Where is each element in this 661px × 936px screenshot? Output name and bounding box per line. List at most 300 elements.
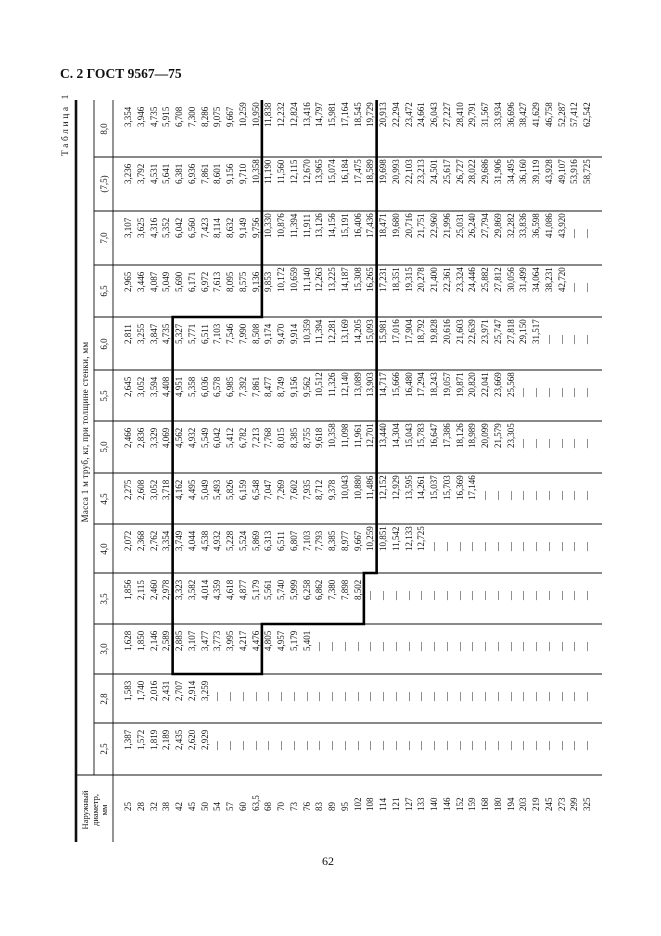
table-cell: 33,934 [492,102,503,127]
table-cell: 16,406 [352,213,363,238]
thickness-label: (7,5) [99,175,109,193]
table-cell: 10,876 [276,213,286,238]
table-cell: — [531,692,541,701]
table-cell: — [378,642,388,651]
thickness-label: 4,5 [99,492,109,505]
table-cell: 26,240 [467,213,478,238]
table-cell: 5,869 [250,530,261,551]
table-cell: 8,502 [352,579,363,600]
table-cell: 14,205 [352,319,363,344]
table-cell: 9,667 [225,106,235,127]
table-cell: — [492,542,503,551]
table-cell: — [467,642,478,651]
table-cell: 23,472 [403,102,414,127]
table-cell: 10,359 [301,319,312,344]
table-cell: 17,904 [403,319,414,344]
table-cell: 2,836 [135,427,146,448]
table-cell: 12,824 [288,102,299,127]
table-cell: 2,608 [135,479,146,500]
table-cell: 9,562 [301,376,312,397]
table-cell: 18,243 [429,372,439,397]
table-cell: — [416,591,427,600]
table-cell: — [480,542,490,551]
table-cell: 1,850 [135,630,146,651]
diameter-header-line: диаметр, [89,794,100,826]
table-cell: 6,381 [174,163,184,184]
table-cell: 36,160 [518,159,529,184]
table-cell: 20,716 [403,213,414,238]
diameter-cell: 68 [263,802,274,811]
table-cell: 3,236 [123,163,133,184]
table-cell: — [314,642,325,651]
table-cell: 3,946 [135,106,146,127]
table-cell: — [582,642,592,651]
table-cell: 6,313 [263,530,274,551]
table-cell: — [301,692,312,701]
thickness-label: 3,0 [99,643,109,655]
table-cell: 9,136 [250,271,261,292]
table-cell: 12,929 [390,475,401,500]
table-cell: — [556,741,567,750]
table-cell: 6,042 [212,427,223,448]
diameter-cell: 50 [199,802,210,811]
table-cell: 3,052 [135,376,146,397]
table-cell: 17,231 [378,267,388,292]
table-cell: — [480,642,490,651]
table-cell: — [480,491,490,500]
table-cell: — [569,439,580,448]
table-cell: 20,616 [441,319,452,344]
table-cell: — [454,642,465,651]
table-cell: 25,568 [505,372,516,397]
diameter-cell: 152 [454,797,465,811]
table-cell: — [556,491,567,500]
table-cell: 10,043 [339,475,350,500]
table-cell: 19,871 [454,372,465,397]
table-cell: 8,385 [288,427,299,448]
table-cell: 5,915 [161,106,172,127]
table-cell: 3,477 [199,630,210,651]
table-cell: 2,189 [161,729,172,750]
table-cell: 14,717 [378,372,388,397]
table-cell: 2,435 [174,729,184,750]
table-cell: 8,095 [225,271,235,292]
table-cell: 4,538 [199,530,210,551]
table-cell: 34,064 [531,267,541,292]
table-cell: 6,036 [199,376,210,397]
table-cell: 5,771 [186,323,197,344]
table-cell: 11,190 [263,159,274,184]
table-cell: 7,269 [276,479,286,500]
table-cell: — [327,642,337,651]
table-cell: 16,647 [429,423,439,448]
table-cell: — [250,692,261,701]
table-cell: 7,990 [237,323,248,344]
table-cell: 8,385 [327,530,337,551]
table-cell: — [378,741,388,750]
table-cell: 24,661 [416,102,427,127]
table-cell: 23,305 [505,423,516,448]
table-cell: 7,213 [250,427,261,448]
table-cell: 5,179 [250,579,261,600]
diameter-cell: 54 [212,802,223,811]
table-cell: 6,936 [186,163,197,184]
table-cell: 21,579 [492,423,503,448]
table-cell: 4,735 [161,323,172,344]
diameter-cell: 114 [378,797,388,811]
table-cell: 12,725 [416,526,427,551]
table-cell: 16,265 [365,267,376,292]
table-cell: 5,826 [225,479,235,500]
table-cell: 8,632 [225,217,235,238]
table-cell: — [531,542,541,551]
table-cell: 3,354 [161,530,172,551]
table-cell: 53,916 [569,159,580,184]
table-cell: 9,710 [237,163,248,184]
table-cell: 4,618 [225,579,235,600]
table-cell: 11,394 [288,213,299,238]
table-cell: 6,511 [199,324,210,344]
table-cell: 10,659 [288,267,299,292]
table-cell: 21,603 [454,319,465,344]
table-cell: 4,531 [148,163,159,184]
table-cell: 21,400 [429,267,439,292]
diameter-cell: 28 [135,802,146,811]
table-cell: — [582,741,592,750]
table-cell: 9,667 [352,530,363,551]
table-cell: — [531,591,541,600]
table-cell: 5,524 [237,530,248,551]
table-cell: — [339,741,350,750]
table-cell: 3,594 [148,376,159,397]
table-cell: 3,259 [199,680,210,701]
table-cell: 7,047 [263,479,274,500]
table-cell: 9,914 [288,323,299,344]
table-cell: 1,856 [123,579,133,600]
diameter-cell: 180 [492,797,503,811]
diameter-cell: 89 [327,802,337,811]
table-cell: — [556,335,567,344]
table-cell: 38,427 [518,102,529,127]
table-cell: — [212,741,223,750]
diameter-cell: 273 [556,797,567,811]
table-cell: 5,740 [276,579,286,600]
table-cell: — [314,692,325,701]
table-cell: 34,495 [505,159,516,184]
table-cell: — [454,692,465,701]
table-cell: — [569,741,580,750]
table-cell: 1,572 [135,729,146,750]
table-cell: 10,512 [314,372,325,397]
table-cell: 31,567 [480,102,490,127]
table-cell: 13,903 [365,372,376,397]
table-cell: 6,258 [301,579,312,600]
table-cell: — [582,335,592,344]
diameter-cell: 73 [288,802,299,811]
table-cell: 23,669 [492,372,503,397]
table-cell: 13,126 [314,213,325,238]
table-cell: — [556,439,567,448]
table-cell: 19,680 [390,213,401,238]
table-cell: — [569,388,580,397]
table-cell: 14,187 [339,267,350,292]
table-cell: — [543,542,554,551]
table-cell: 7,602 [288,479,299,500]
table-cell: 1,387 [123,729,133,750]
table-cell: 7,380 [327,579,337,600]
table-cell: 14,797 [314,102,325,127]
table-cell: 1,628 [123,630,133,651]
table-cell: 18,792 [416,319,427,344]
table-cell: 13,965 [314,159,325,184]
table-cell: 12,152 [378,475,388,500]
table-cell: 3,323 [174,579,184,600]
table-cell: — [543,591,554,600]
diameter-header [81,791,110,830]
table-cell: — [582,229,592,238]
table-cell: 18,351 [390,267,401,292]
diameter-cell: 76 [301,802,312,811]
table-cell: 11,542 [390,526,401,551]
table-cell: — [429,591,439,600]
table-cell: 4,932 [212,530,223,551]
table-cell: — [225,692,235,701]
table-cell: 12,670 [301,159,312,184]
table-cell: 3,773 [212,630,223,651]
table-cell: 6,171 [186,271,197,292]
table-cell: 5,327 [174,323,184,344]
table-cell: 4,805 [263,630,274,651]
table-cell: — [225,741,235,750]
table-cell: 20,278 [416,267,427,292]
table-cell: 9,075 [212,106,223,127]
table-cell: 4,316 [148,217,159,238]
table-cell: 4,044 [186,530,197,551]
table-cell: 19,729 [365,102,376,127]
thickness-label: 3,5 [99,592,109,605]
table-cell: — [556,542,567,551]
table-cell: 31,906 [492,159,503,184]
table-cell: 5,999 [288,579,299,600]
table-cell: 27,227 [441,102,452,127]
table-cell: — [480,692,490,701]
table-cell: — [543,335,554,344]
table-cell: — [505,542,516,551]
table-cell: 19,315 [403,267,414,292]
table-cell: 4,069 [161,427,172,448]
table-cell: 5,352 [161,217,172,238]
table-cell: 25,747 [492,319,503,344]
table-cell: — [505,741,516,750]
table-cell: — [441,741,452,750]
table-cell: — [582,692,592,701]
table-cell: 9,853 [263,271,274,292]
diameter-cell: 299 [569,797,580,811]
table-cell: 43,928 [543,159,554,184]
table-cell: 3,718 [161,479,172,500]
table-cell: 41,086 [543,213,554,238]
table-cell: 7,423 [199,217,210,238]
table-cell: 33,836 [518,213,529,238]
table-cell: — [390,591,401,600]
table-cell: — [441,642,452,651]
table-cell: 2,589 [161,630,172,651]
thickness-label: 5,0 [99,441,109,453]
table-cell: 18,989 [467,423,478,448]
table-cell: 62,542 [582,102,592,127]
table-cell: — [378,692,388,701]
table-cell: 38,231 [543,267,554,292]
table-cell: 2,885 [174,630,184,651]
table-cell: — [518,491,529,500]
table-cell: 6,511 [276,531,286,551]
table-cell: — [263,692,274,701]
table-cell: 22,960 [429,213,439,238]
table-cell: 12,140 [339,372,350,397]
table-cell: 15,783 [416,423,427,448]
diameter-cell: 108 [365,797,376,811]
table-cell: — [416,741,427,750]
table-cell: 42,720 [556,267,567,292]
table-cell: — [531,741,541,750]
table-cell: 11,098 [339,423,350,448]
table-cell: 5,561 [263,579,274,600]
table-cell: — [518,542,529,551]
diameter-cell: 83 [314,802,325,811]
table-cell: — [339,642,350,651]
diameter-cell: 95 [339,802,350,811]
table-cell: — [429,692,439,701]
table-cell: 15,191 [339,213,350,238]
table-cell: 24,446 [467,267,478,292]
table-cell: 12,281 [327,319,337,344]
table-cell: 23,213 [416,159,427,184]
table-cell: 10,259 [237,102,248,127]
thickness-label: 6,5 [99,285,109,297]
table-cell: 36,598 [531,213,541,238]
thickness-label: 6,0 [99,337,109,350]
table-cell: 12,263 [314,267,325,292]
table-cell: — [569,692,580,701]
table-cell: 2,275 [123,479,133,500]
table-cell: 4,087 [148,271,159,292]
table-cell: 5,493 [212,479,223,500]
table-cell: — [467,591,478,600]
table-cell: — [467,542,478,551]
table-cell: 11,140 [301,267,312,292]
table-cell: — [505,642,516,651]
table-cell: 28,410 [454,102,465,127]
table-cell: 20,099 [480,423,490,448]
table-cell: — [403,591,414,600]
table-cell: — [288,692,299,701]
table-cell: 5,549 [199,427,210,448]
table-cell: — [531,642,541,651]
thickness-label: 2,5 [99,743,109,755]
table-cell: 11,560 [276,159,286,184]
table-cell: 8,749 [276,376,286,397]
table-cell: 2,460 [148,579,159,600]
table-cell: — [582,591,592,600]
table-cell: 7,861 [250,376,261,397]
table-cell: 7,300 [186,106,197,127]
table-cell: 1,819 [148,729,159,750]
table-cell: 2,146 [148,630,159,651]
table-cell: 18,471 [378,213,388,238]
table-cell: 52,287 [556,102,567,127]
table-cell: 3,625 [135,217,146,238]
table-cell: — [365,741,376,750]
diameter-cell: 32 [148,802,159,811]
table-cell: 2,072 [123,530,133,551]
table-cell: 10,950 [250,102,261,127]
table-cell: — [352,741,363,750]
table-cell: 13,440 [378,423,388,448]
table-cell: 7,103 [301,530,312,551]
table-cell: — [429,542,439,551]
table-cell: 6,042 [174,217,184,238]
table-cell: — [569,591,580,600]
table-cell: — [441,591,452,600]
table-cell: 14,261 [416,475,427,500]
table-cell: 3,255 [135,323,146,344]
table-cell: 9,156 [288,376,299,397]
table-cell: 4,951 [174,376,184,397]
table-cell: 10,259 [365,526,376,551]
table-cell: 13,089 [352,372,363,397]
table-cell: 49,107 [556,159,567,184]
page-number: 62 [322,854,334,868]
table-caption: Таблица 1 [61,91,71,157]
diameter-cell: 325 [582,797,592,811]
table-cell: 6,862 [314,579,325,600]
table-cell: — [492,692,503,701]
table-cell: 14,156 [327,213,337,238]
table-cell: 17,475 [352,159,363,184]
table-cell: 8,712 [314,479,325,500]
diameter-cell: 245 [543,797,554,811]
table-cell: 10,358 [327,423,337,448]
thickness-label: 7,0 [99,232,109,244]
table-cell: 8,114 [212,218,223,238]
table-cell: — [582,283,592,292]
table-cell: — [352,692,363,701]
diameter-cell: 25 [123,802,133,811]
diameter-cell: 219 [531,797,541,811]
table-cell: 3,107 [123,217,133,238]
table-cell: — [416,692,427,701]
table-cell: 9,756 [250,217,261,238]
table-cell: 7,392 [237,376,248,397]
table-cell: 5,358 [186,376,197,397]
table-cell: — [492,591,503,600]
table-cell: — [403,642,414,651]
table-cell: 25,882 [480,267,490,292]
thickness-label: 4,0 [99,542,109,555]
table-cell: 26,727 [454,159,465,184]
diameter-cell: 60 [237,802,248,811]
thickness-label: 5,5 [99,389,109,402]
table-cell: 6,972 [199,271,210,292]
table-cell: 12,701 [365,423,376,448]
table-cell: — [390,642,401,651]
table-cell: — [531,491,541,500]
table-cell: 27,812 [492,267,503,292]
table-cell: 2,929 [199,729,210,750]
table-cell: 24,501 [429,159,439,184]
table-cell: — [569,283,580,292]
table-cell: 15,043 [403,423,414,448]
